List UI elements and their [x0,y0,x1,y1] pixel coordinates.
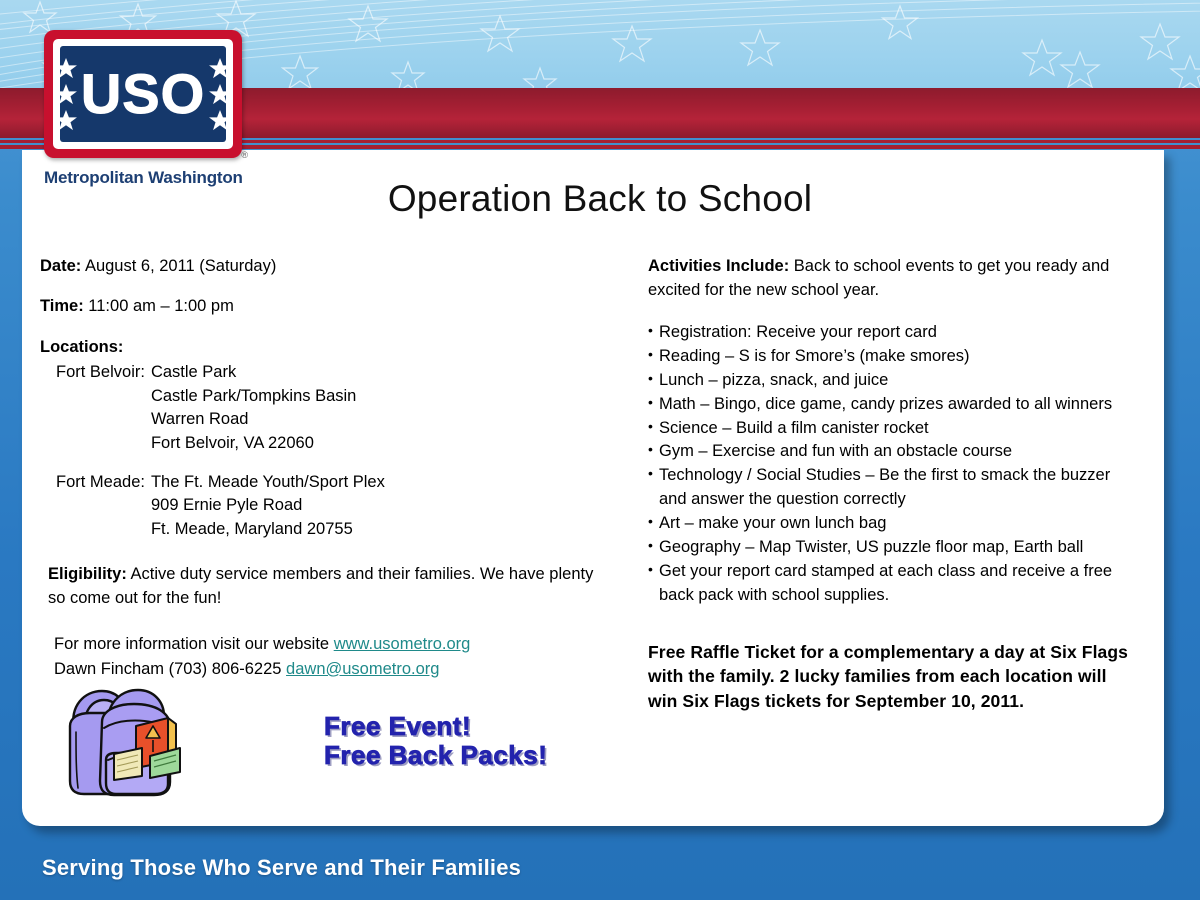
promo-line-1: Free Event! [324,711,472,741]
time-line [40,295,600,318]
event-details-column [40,255,600,682]
activities-label: Activities Include: [648,257,790,275]
logo-white-frame [53,39,233,149]
list-item: • Get your report card stamped at each class and receive a free back pack with school supplies. [648,560,1128,608]
logo-stars-left [55,58,77,131]
email-link[interactable]: dawn@usometro.org [286,659,440,678]
list-item: • Gym – Exercise and fun with an obstacle course [648,440,1128,464]
location-fort-belvoir [40,361,600,455]
time-value: 11:00 am – 1:00 pm [83,297,234,316]
contact-website-prefix: For more information visit our website [54,635,334,654]
logo-stars-right [209,58,231,131]
chapter-name: Metropolitan Washington [44,168,243,187]
address-line: 909 Ernie Pyle Road [150,496,303,515]
location-name: Fort Meade: [56,472,145,491]
list-item: • Geography – Map Twister, US puzzle floor map, Earth ball [648,536,1128,560]
logo-wordmark: USO [80,62,206,125]
address-line: Castle Park/Tompkins Basin [150,386,357,405]
contact-block [40,632,600,682]
date-line [40,255,600,278]
registered-trademark-icon: ® [241,150,248,160]
promo-wordart [324,712,547,770]
locations-label: Locations: [40,337,124,356]
contact-person: Dawn Fincham (703) 806-6225 [54,659,287,678]
promo-line-2: Free Back Packs! [324,740,548,771]
address-line: Ft. Meade, Maryland 20755 [150,519,353,538]
page-title: Operation Back to School [387,178,813,219]
address-line: The Ft. Meade Youth/Sport Plex [150,472,385,491]
activities-intro [648,255,1128,303]
location-fort-meade [40,471,600,541]
list-item: • Technology / Social Studies – Be the first to smack the buzzer and answer the question correctly [648,464,1128,512]
eligibility-block [40,563,600,610]
eligibility-label: Eligibility: [48,565,127,584]
activities-intro-text: Back to school events to get you ready and excited for the new school year. [648,257,1110,299]
promo-block [42,680,602,810]
location-address [145,471,385,541]
time-label: Time: [40,297,84,316]
address-line: Castle Park [150,363,237,382]
list-item: • Reading – S is for Smore’s (make smores) [648,345,1128,369]
contact-website-line [54,632,600,657]
activities-column [648,255,1128,713]
list-item: • Art – make your own lunch bag [648,512,1128,536]
raffle-notice: Free Raffle Ticket for a complementary a day at Six Flags with the family. 2 lucky families from each location will win Six Flags tickets for September 10, 2011. [648,641,1129,711]
footer-tagline: Serving Those Who Serve and Their Families [42,855,522,880]
contact-email-line [54,657,600,682]
location-address [145,361,356,455]
uso-logo [44,30,254,188]
address-line: Fort Belvoir, VA 22060 [150,433,314,452]
date-value: August 6, 2011 (Saturday) [81,257,277,275]
activities-list [648,321,1128,608]
eligibility-text: Active duty service members and their families. We have plenty so come out for the fun! [48,565,594,607]
backpack-icon [50,682,210,807]
location-name: Fort Belvoir: [56,363,145,382]
website-link[interactable]: www.usometro.org [333,635,471,654]
list-item: • Math – Bingo, dice game, candy prizes awarded to all winners [648,393,1128,417]
list-item: • Science – Build a film canister rocket [648,417,1128,441]
date-label: Date: [40,257,82,275]
list-item: • Registration: Receive your report card [648,321,1128,345]
address-line: Warren Road [150,410,249,429]
logo-red-frame [44,30,248,160]
list-item: • Lunch – pizza, snack, and juice [648,369,1128,393]
logo-navy-field [60,46,226,142]
